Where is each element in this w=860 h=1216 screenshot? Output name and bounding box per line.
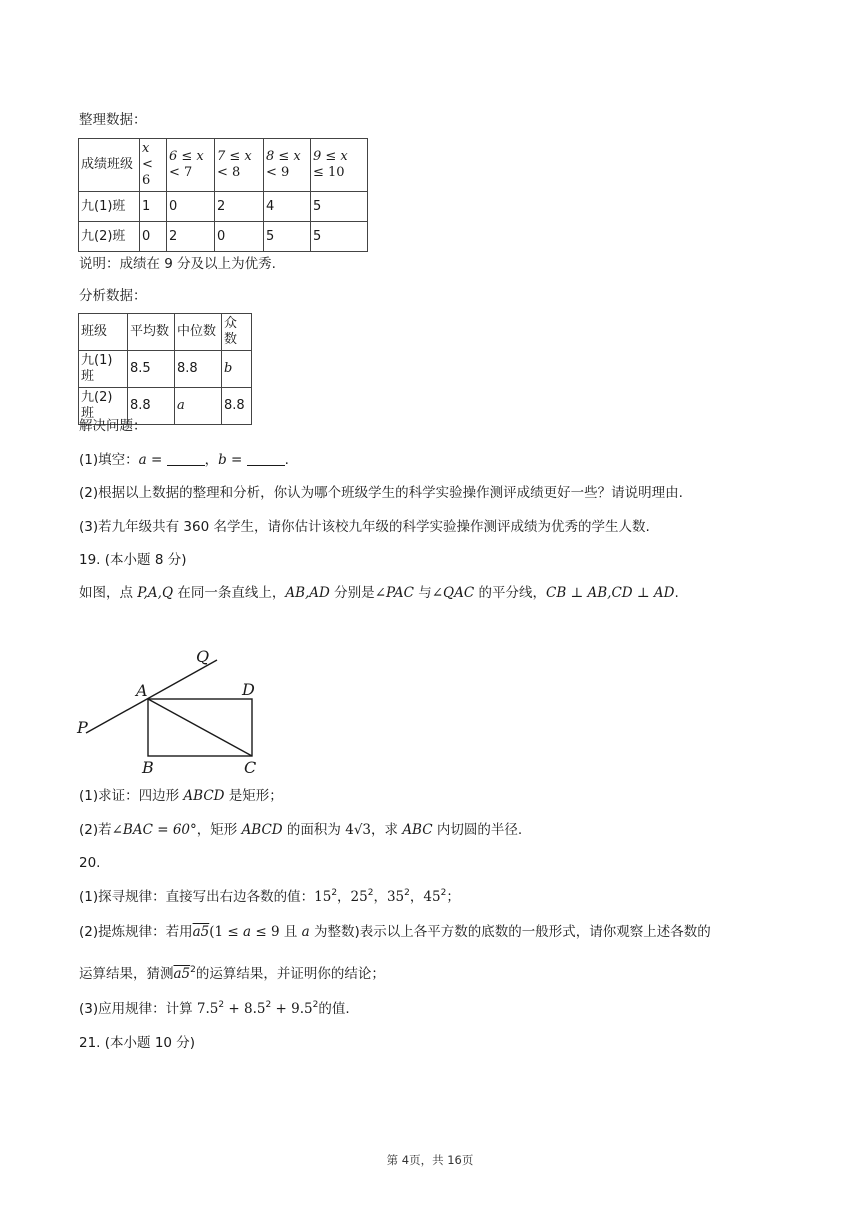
table-cell: a	[175, 388, 222, 425]
question-20-2-line1: (2)提炼规律：若用a5(1 ≤ a ≤ 9 且 a 为整数)表示以上各平方数的底数的一般形式，请你观察上述各数的	[79, 924, 711, 940]
question-20-3: (3)应用规律：计算 $7.5^2 + 8.5^2 + 9.5^2$的值.	[79, 1000, 350, 1017]
analyze-data-label: 分析数据：	[79, 288, 147, 304]
label-c: C	[244, 758, 257, 777]
table-cell: 8.8	[175, 351, 222, 388]
statistics-table	[78, 313, 252, 425]
page-footer: 第 4页，共 16页	[386, 1153, 474, 1167]
label-a: A	[136, 681, 148, 700]
row-label: 九(1)班	[79, 351, 128, 388]
table-header-row	[79, 139, 368, 192]
table-cell: 8.8	[222, 388, 252, 425]
table-cell: 2	[215, 192, 264, 222]
label-p: P	[77, 718, 88, 737]
note-text: 说明：成绩在 9 分及以上为优秀.	[79, 256, 276, 272]
table-cell: 1	[140, 192, 167, 222]
header-cell: 中位数	[175, 314, 222, 351]
score-distribution-table	[78, 138, 368, 252]
question-20-2-line2: 运算结果，猜测$a5^2$的运算结果，并证明你的结论；	[79, 965, 385, 982]
table-cell: 0	[215, 222, 264, 252]
row-label: 九(1)班	[79, 192, 140, 222]
header-cell: 9 ≤ x ≤ 10	[311, 139, 368, 192]
geometry-figure	[70, 640, 290, 780]
question-19-2: (2)若∠BAC = 60°，矩形 ABCD 的面积为 4√3，求 ABC 内切圆的半径.	[79, 822, 523, 838]
table-cell: 0	[140, 222, 167, 252]
question-19-title: 19. (本小题 8 分)	[79, 552, 187, 568]
question-21-title: 21. (本小题 10 分)	[79, 1035, 196, 1051]
header-cell: 8 ≤ x < 9	[264, 139, 311, 192]
header-cell: 平均数	[128, 314, 175, 351]
table-cell: 2	[167, 222, 215, 252]
answer-blank-b	[247, 451, 285, 466]
table-cell: 5	[311, 192, 368, 222]
header-cell: 7 ≤ x < 8	[215, 139, 264, 192]
label-d: D	[242, 680, 255, 699]
row-label: 九(2)班	[79, 222, 140, 252]
table-cell: 5	[264, 222, 311, 252]
table-row	[79, 192, 368, 222]
table-cell: 0	[167, 192, 215, 222]
table-corner-cell: 成绩班级	[79, 139, 140, 192]
label-q: Q	[196, 647, 210, 666]
question-20-title: 20.	[79, 855, 101, 871]
question-19-stem: 如图，点 P,A,Q 在同一条直线上，AB,AD 分别是∠PAC 与∠QAC 的平分线，CB ⊥ AB,CD ⊥ AD.	[79, 585, 679, 601]
table-cell: 5	[311, 222, 368, 252]
diagonal-ac	[148, 699, 252, 756]
answer-blank-a	[167, 451, 205, 466]
header-cell: x < 6	[140, 139, 167, 192]
table-row	[79, 351, 252, 388]
question-20-1: (1)探寻规律：直接写出右边各数的值：$15^2$，$25^2$，$35^2$，$45^2$；	[79, 888, 460, 905]
header-cell: 众数	[222, 314, 252, 351]
row-label: 九(2)班	[79, 388, 128, 425]
header-cell: 班级	[79, 314, 128, 351]
table-cell: 8.8	[128, 388, 175, 425]
header-cell: 6 ≤ x < 7	[167, 139, 215, 192]
solve-label: 解决问题：	[79, 418, 147, 434]
table-row	[79, 222, 368, 252]
table-cell: b	[222, 351, 252, 388]
table-header-row	[79, 314, 252, 351]
label-b: B	[142, 758, 154, 777]
question-18-1: (1)填空：a = ，b = .	[79, 452, 289, 468]
table-cell: 8.5	[128, 351, 175, 388]
question-18-2: (2)根据以上数据的整理和分析，你认为哪个班级学生的科学实验操作测评成绩更好一些？请说明理由.	[79, 485, 683, 501]
line-pq	[86, 660, 217, 733]
organize-data-label: 整理数据：	[79, 112, 147, 128]
question-19-1: (1)求证：四边形 ABCD 是矩形；	[79, 788, 283, 804]
question-18-3: (3)若九年级共有 360 名学生，请你估计该校九年级的科学实验操作测评成绩为优秀的学生人数.	[79, 519, 650, 535]
table-cell: 4	[264, 192, 311, 222]
